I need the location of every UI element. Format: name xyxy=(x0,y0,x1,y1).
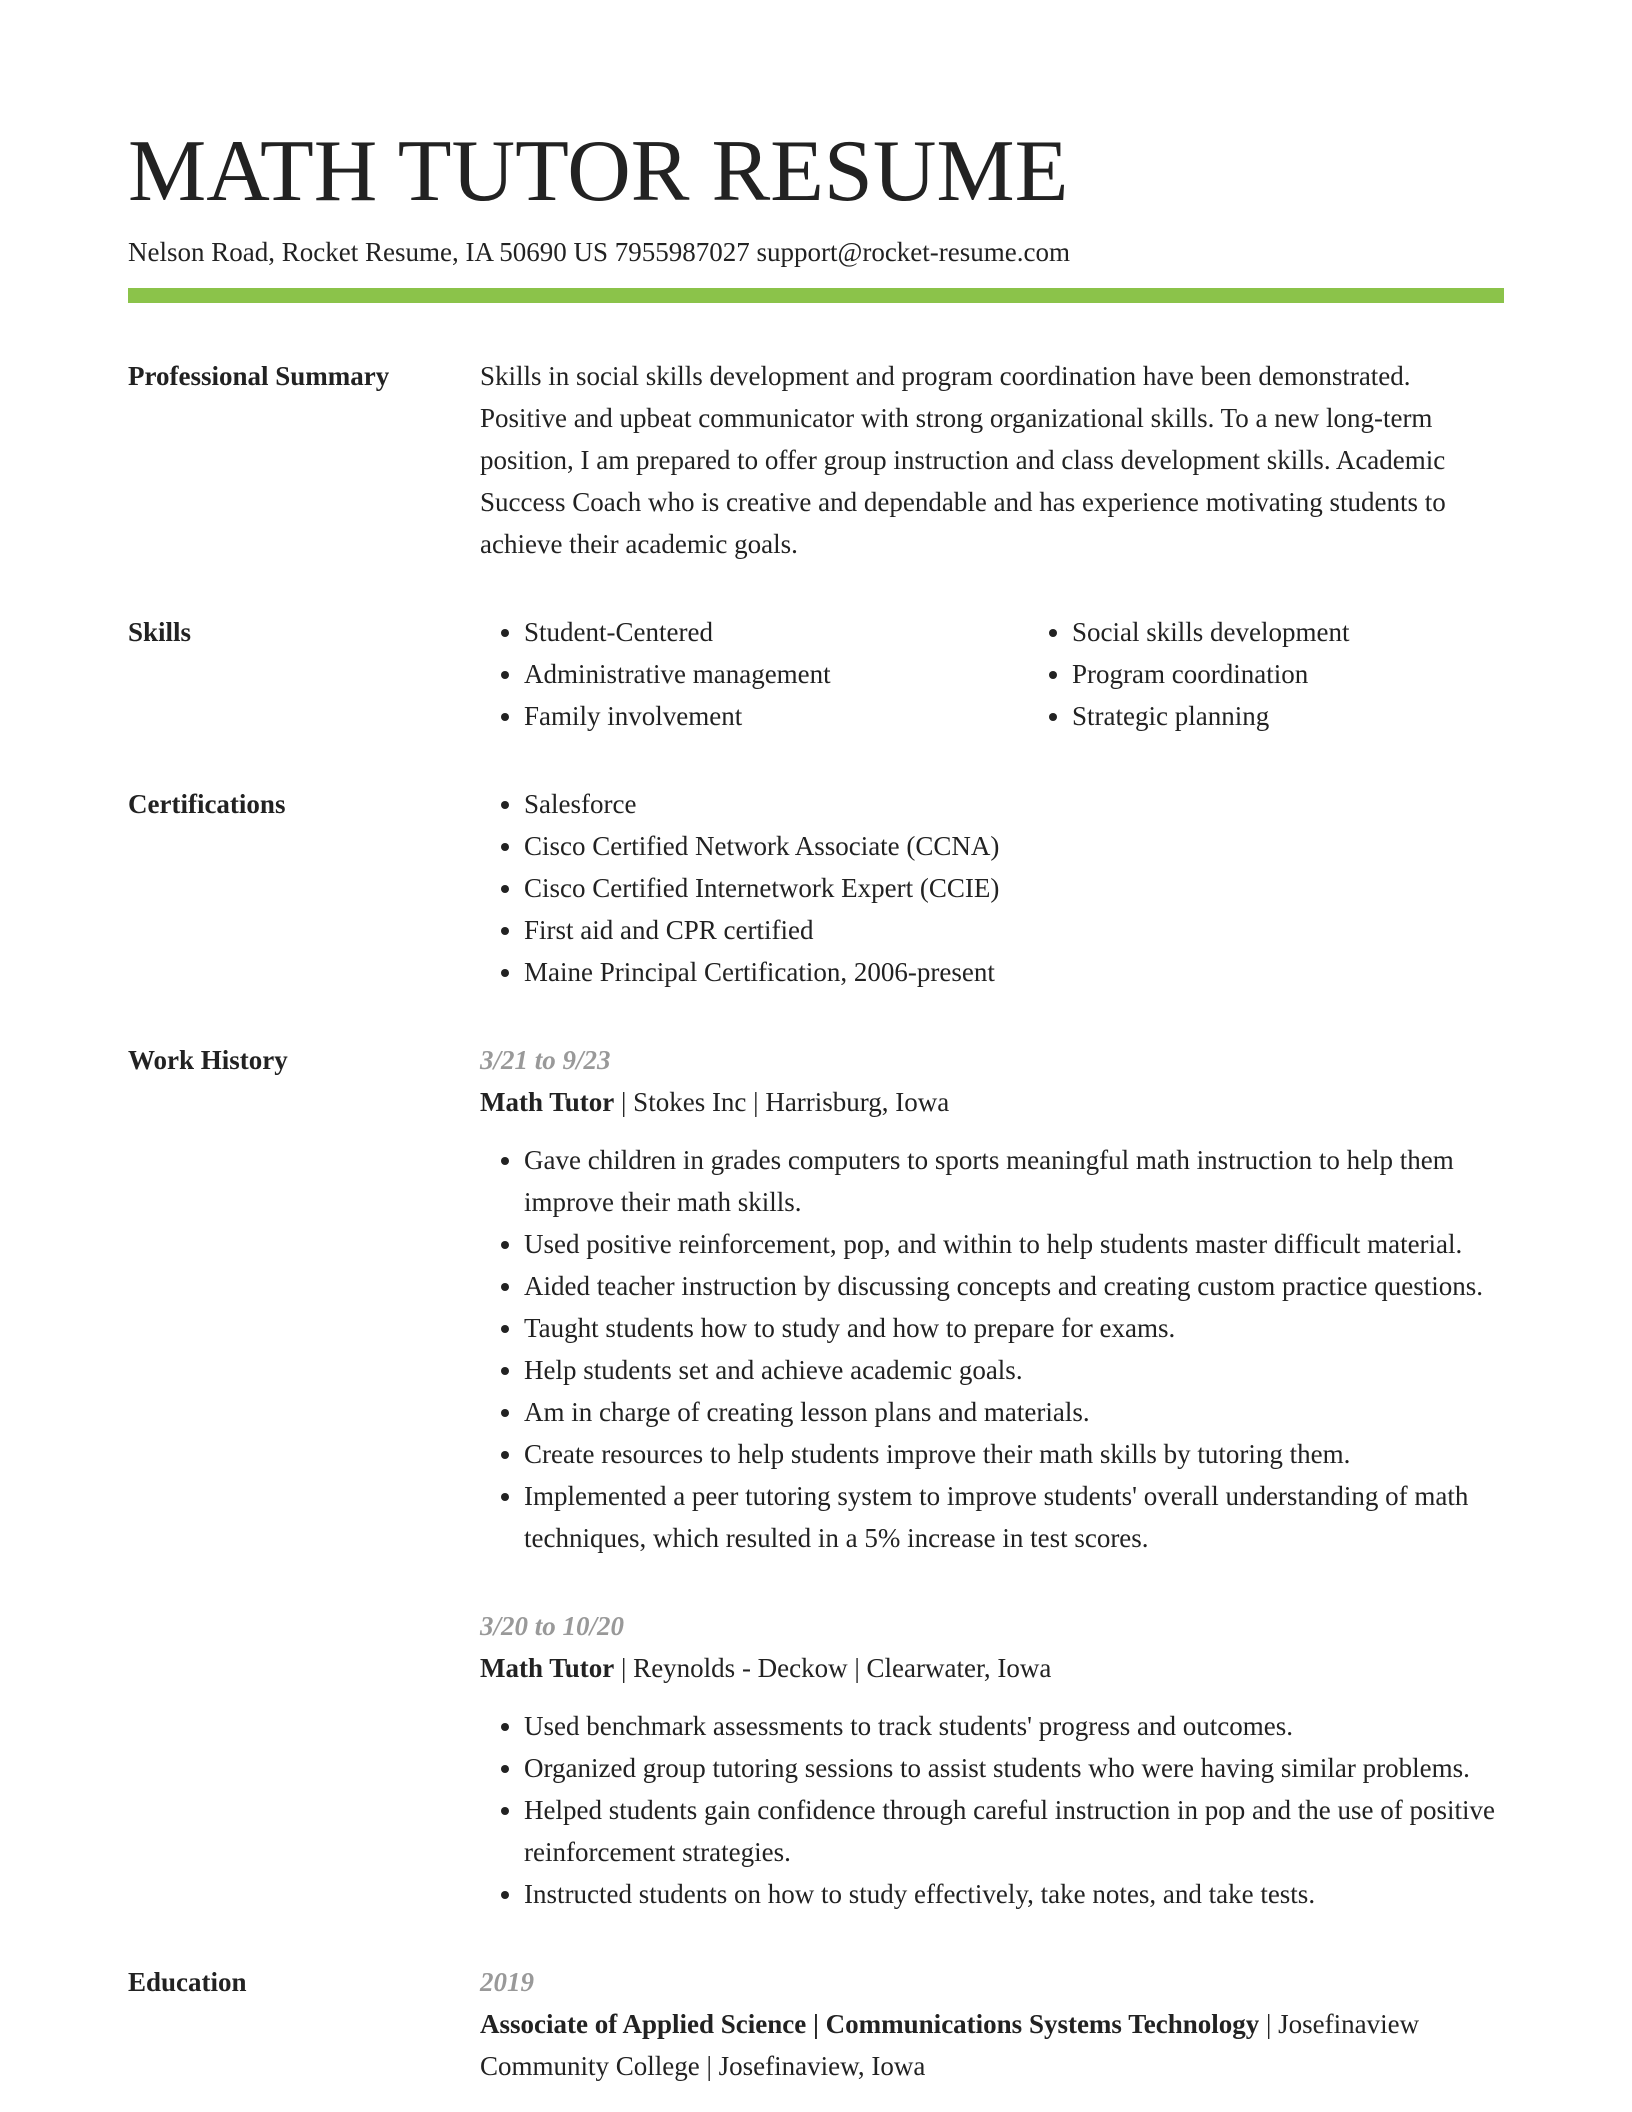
education-degree: Associate of Applied Science | Communications Systems Technology xyxy=(480,2009,1260,2039)
job-title: Math Tutor xyxy=(480,1087,615,1117)
summary-label: Professional Summary xyxy=(128,361,390,391)
contact-line: Nelson Road, Rocket Resume, IA 50690 US 7955987027 support@rocket-resume.com xyxy=(128,237,1070,267)
job-bullet: • Implemented a peer tutoring system to improve students' overall understanding of math techniques, which resulted in a 5% increase in test scores. xyxy=(524,1475,1504,1559)
job-bullet: • Help students set and achieve academic goals. xyxy=(524,1349,1504,1391)
work-history-section xyxy=(128,1039,1504,1915)
job-bullet-list xyxy=(480,1139,1504,1559)
certification-item: • Cisco Certified Network Associate (CCNA) xyxy=(524,825,1504,867)
skills-label: Skills xyxy=(128,617,192,647)
skill-item: • Student-Centered xyxy=(524,611,1028,653)
education-label: Education xyxy=(128,1967,247,1997)
job-bullet: • Instructed students on how to study effectively, take notes, and take tests. xyxy=(524,1873,1504,1915)
certification-item: • Maine Principal Certification, 2006-present xyxy=(524,951,1504,993)
job-bullet: • Am in charge of creating lesson plans and materials. xyxy=(524,1391,1504,1433)
certification-item: • First aid and CPR certified xyxy=(524,909,1504,951)
skills-list-right xyxy=(1028,611,1576,737)
skills-list-left xyxy=(480,611,1028,737)
resume-page xyxy=(128,0,1504,2087)
job-bullet: • Aided teacher instruction by discussing concepts and creating custom practice questions. xyxy=(524,1265,1504,1307)
skill-item: • Social skills development xyxy=(1072,611,1576,653)
certification-item: • Salesforce xyxy=(524,783,1504,825)
job-title: Math Tutor xyxy=(480,1653,615,1683)
job-bullet: • Taught students how to study and how to prepare for exams. xyxy=(524,1307,1504,1349)
education-section xyxy=(128,1961,1504,2087)
certifications-section xyxy=(128,783,1504,993)
skills-section xyxy=(128,611,1504,737)
summary-text: Skills in social skills development and program coordination have been demonstrated. Positive and upbeat communicator with strong organizational skills. To a new long-term position, I am prepared to offer group instruction and class development skills. Academic Success Coach who is creative and dependable and has experience motivating students to achieve their academic goals. xyxy=(480,361,1446,559)
job-entry xyxy=(480,1605,1504,1915)
job-bullet: • Create resources to help students improve their math skills by tutoring them. xyxy=(524,1433,1504,1475)
page-title: MATH TUTOR RESUME xyxy=(128,123,1069,220)
job-details: | Reynolds - Deckow | Clearwater, Iowa xyxy=(614,1653,1052,1683)
skill-item: • Strategic planning xyxy=(1072,695,1576,737)
job-bullet: • Organized group tutoring sessions to assist students who were having similar problems. xyxy=(524,1747,1504,1789)
skill-item: • Family involvement xyxy=(524,695,1028,737)
job-date: 3/21 to 9/23 xyxy=(480,1045,611,1075)
job-entry xyxy=(480,1039,1504,1559)
summary-section xyxy=(128,355,1504,565)
education-school: | Josefinaview Community College | Josefinaview, Iowa xyxy=(480,2009,1420,2081)
certification-item: • Cisco Certified Internetwork Expert (CCIE) xyxy=(524,867,1504,909)
job-bullet: • Used benchmark assessments to track students' progress and outcomes. xyxy=(524,1705,1504,1747)
job-bullet-list xyxy=(480,1705,1504,1915)
certifications-label: Certifications xyxy=(128,789,286,819)
education-heading xyxy=(480,2003,1504,2087)
job-date: 3/20 to 10/20 xyxy=(480,1611,625,1641)
education-date: 2019 xyxy=(480,1967,534,1997)
job-bullet: • Gave children in grades computers to sports meaningful math instruction to help them improve their math skills. xyxy=(524,1139,1504,1223)
job-heading xyxy=(480,1081,1504,1123)
skill-item: • Program coordination xyxy=(1072,653,1576,695)
job-details: | Stokes Inc | Harrisburg, Iowa xyxy=(614,1087,950,1117)
certifications-list xyxy=(480,783,1504,993)
job-heading xyxy=(480,1647,1504,1689)
work-history-label: Work History xyxy=(128,1045,288,1075)
accent-divider xyxy=(128,288,1504,303)
job-bullet: • Used positive reinforcement, pop, and within to help students master difficult material. xyxy=(524,1223,1504,1265)
job-bullet: • Helped students gain confidence through careful instruction in pop and the use of positive reinforcement strategies. xyxy=(524,1789,1504,1873)
skill-item: • Administrative management xyxy=(524,653,1028,695)
